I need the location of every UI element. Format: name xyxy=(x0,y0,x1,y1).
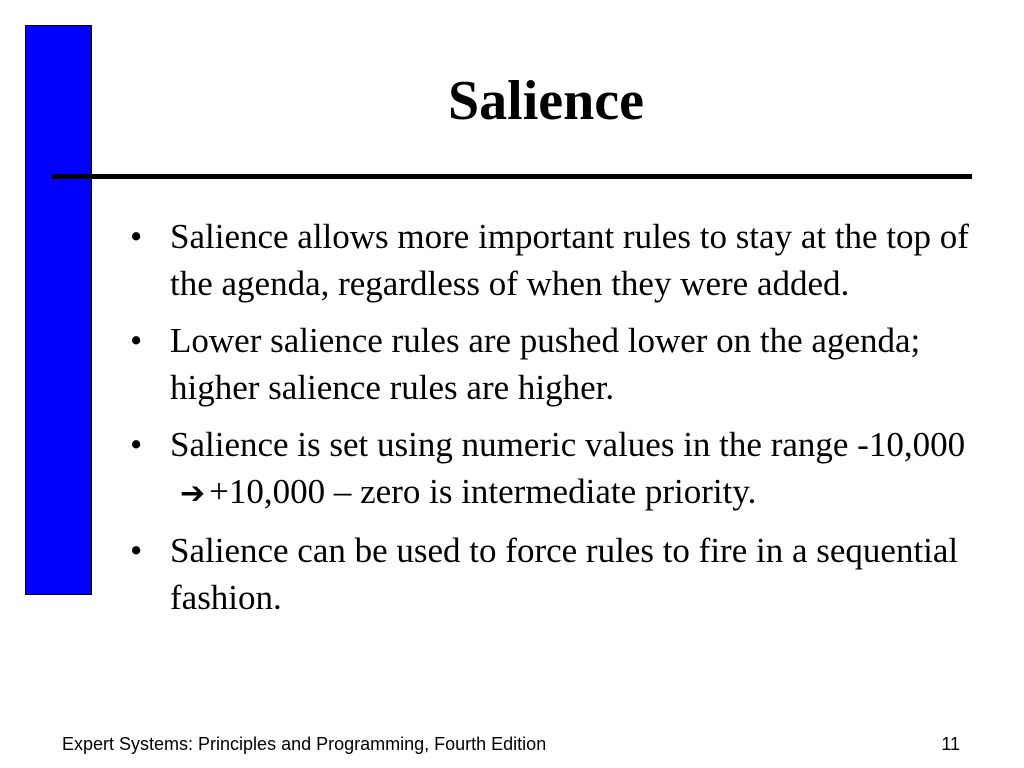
footer-book-title: Expert Systems: Principles and Programming, Fourth Edition xyxy=(62,734,547,754)
bullet-item xyxy=(130,527,990,621)
bullet-item xyxy=(130,421,990,517)
bullet-list xyxy=(130,213,990,631)
slide-title: Salience xyxy=(448,70,644,132)
accent-bar xyxy=(25,25,92,595)
bullet-item xyxy=(130,317,990,411)
footer-page-number: 11 xyxy=(941,734,960,754)
bullet-dot-icon: • xyxy=(130,321,143,360)
bullet-dot-icon: • xyxy=(130,425,143,464)
right-arrow-icon: ➔ xyxy=(180,476,206,511)
bullet-text: Salience is set using numeric values in the range -10,000 xyxy=(170,425,966,464)
bullet-text: +10,000 – zero is intermediate priority. xyxy=(209,472,757,511)
title-divider xyxy=(52,174,972,179)
bullet-text: Salience allows more important rules to stay at the top of the agenda, regardless of when they were added. xyxy=(170,217,969,303)
bullet-dot-icon: • xyxy=(130,531,143,570)
bullet-text: Lower salience rules are pushed lower on the agenda; higher salience rules are higher. xyxy=(170,321,921,407)
bullet-item xyxy=(130,213,990,307)
bullet-text: Salience can be used to force rules to fire in a sequential fashion. xyxy=(170,531,959,617)
bullet-dot-icon: • xyxy=(130,217,143,256)
